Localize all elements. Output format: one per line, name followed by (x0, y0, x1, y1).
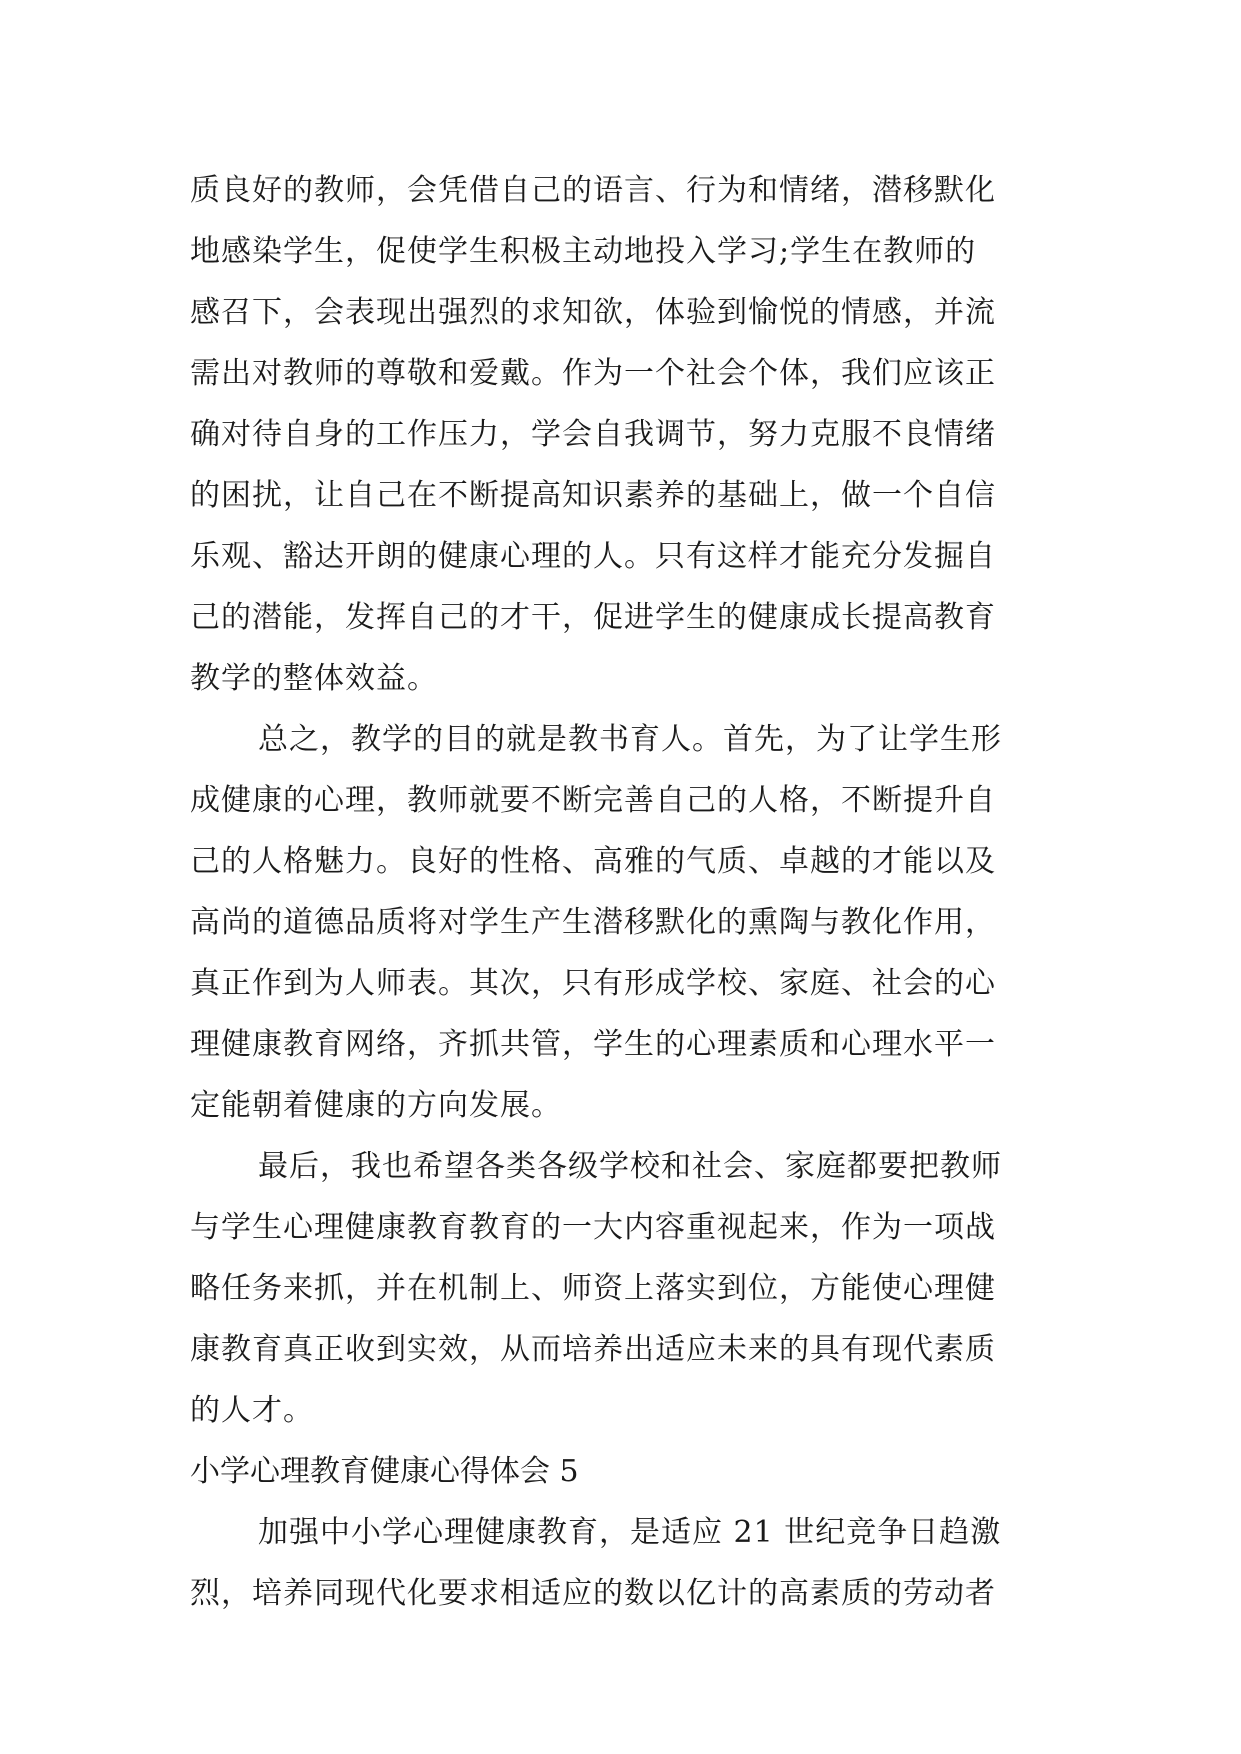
text-line: 的人才。 (190, 1393, 314, 1428)
text-line: 最后，我也希望各类各级学校和社会、家庭都要把教师 (258, 1149, 1002, 1184)
text-line: 成健康的心理，教师就要不断完善自己的人格，不断提升自 (190, 783, 996, 818)
text-line: 地感染学生，促使学生积极主动地投入学习;学生在教师的 (190, 234, 977, 269)
text-line: 己的潜能，发挥自己的才干，促进学生的健康成长提高教育 (190, 600, 996, 635)
document-body (190, 160, 1060, 1624)
text-line: 与学生心理健康教育教育的一大内容重视起来，作为一项战 (190, 1210, 996, 1245)
text-line: 质良好的教师，会凭借自己的语言、行为和情绪，潜移默化 (190, 173, 996, 208)
text-line: 略任务来抓，并在机制上、师资上落实到位，方能使心理健 (190, 1271, 996, 1306)
text-line: 的困扰，让自己在不断提高知识素养的基础上，做一个自信 (190, 478, 996, 513)
text-line: 康教育真正收到实效，从而培养出适应未来的具有现代素质 (190, 1332, 996, 1367)
text-line: 烈，培养同现代化要求相适应的数以亿计的高素质的劳动者 (190, 1576, 996, 1611)
text-line: 真正作到为人师表。其次，只有形成学校、家庭、社会的心 (190, 966, 996, 1001)
text-line: 教学的整体效益。 (190, 661, 438, 696)
paragraph-final (190, 1136, 1060, 1441)
text-line: 理健康教育网络，齐抓共管，学生的心理素质和心理水平一 (190, 1027, 996, 1062)
text-line: 需出对教师的尊敬和爱戴。作为一个社会个体，我们应该正 (190, 356, 996, 391)
text-line: 加强中小学心理健康教育，是适应 21 世纪竞争日趋激 (258, 1515, 1002, 1550)
section-heading: 小学心理教育健康心得体会 5 (190, 1454, 579, 1489)
paragraph-next (190, 1502, 1060, 1624)
text-line: 定能朝着健康的方向发展。 (190, 1088, 562, 1123)
text-line: 总之，教学的目的就是教书育人。首先，为了让学生形 (258, 722, 1002, 757)
paragraph-summary (190, 709, 1060, 1136)
text-line: 高尚的道德品质将对学生产生潜移默化的熏陶与教化作用， (190, 905, 996, 940)
text-line: 确对待自身的工作压力，学会自我调节，努力克服不良情绪 (190, 417, 996, 452)
text-line: 感召下，会表现出强烈的求知欲，体验到愉悦的情感，并流 (190, 295, 996, 330)
paragraph-continued (190, 160, 1060, 709)
text-line: 己的人格魅力。良好的性格、高雅的气质、卓越的才能以及 (190, 844, 996, 879)
text-line: 乐观、豁达开朗的健康心理的人。只有这样才能充分发掘自 (190, 539, 996, 574)
